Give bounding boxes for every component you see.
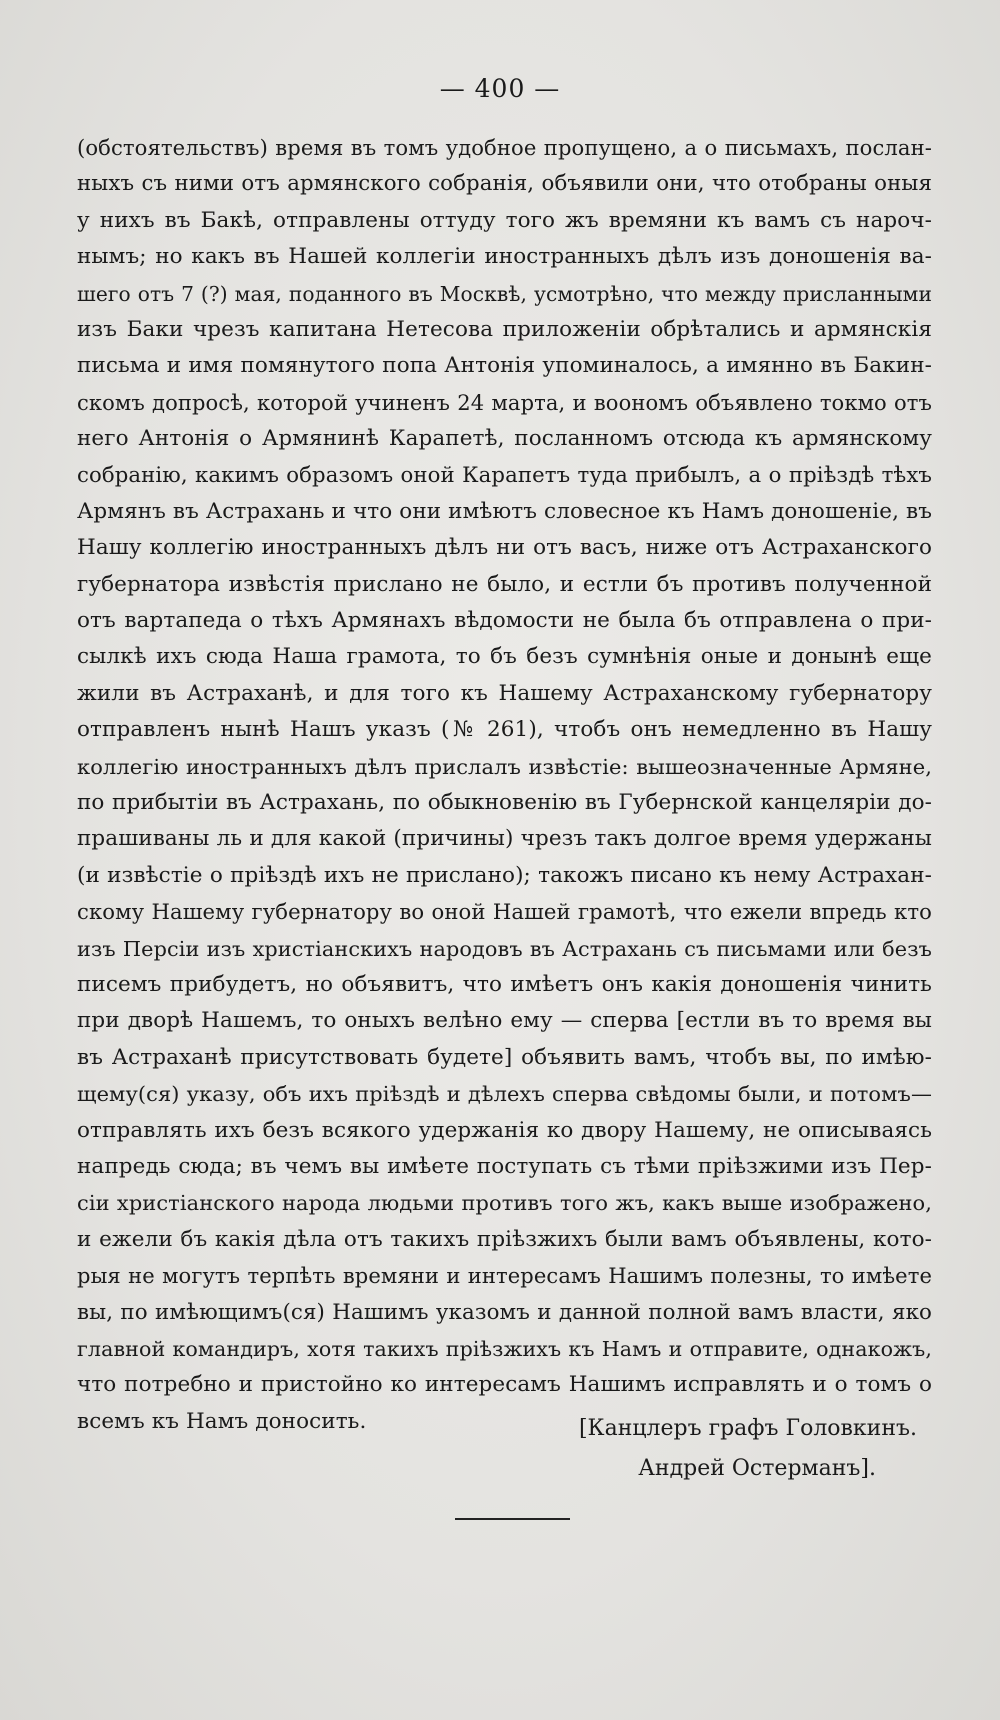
text-line: губернатора извѣстія прислано не было, и естли бъ противъ полученной	[77, 571, 932, 597]
text-line: отъ вартапеда о тѣхъ Армянахъ вѣдомости не была бъ отправлена о при-	[77, 608, 932, 634]
signature-chancellor: [Канцлеръ графъ Головкинъ.	[578, 1416, 917, 1441]
text-line: (и извѣстіе о пріѣздѣ ихъ не прислано); такожъ писано къ нему Астрахан-	[77, 862, 932, 888]
text-line: изъ Персіи изъ христіанскихъ народовъ въ Астрахань съ письмами или безъ	[77, 936, 932, 961]
text-line: коллегію иностранныхъ дѣлъ прислалъ извѣстіе: вышеозначенные Армяне,	[77, 754, 932, 779]
text-line: Нашу коллегію иностранныхъ дѣлъ ни отъ васъ, ниже отъ Астраханского	[77, 535, 932, 561]
text-line: въ Астраханѣ присутствовать будете] объявить вамъ, чтобъ вы, по имѣю-	[77, 1044, 932, 1070]
text-line: рыя не могутъ терпѣть времяни и интересамъ Нашимъ полезны, то имѣете	[77, 1263, 932, 1289]
text-line: скому Нашему губернатору во оной Нашей грамотѣ, что ежели впредь кто	[77, 899, 932, 925]
text-line: ныхъ съ ними отъ армянского собранія, объявили они, что отобраны оныя	[77, 171, 932, 197]
text-line: напредь сюда; въ чемъ вы имѣете поступать съ тѣми пріѣзжими изъ Пер-	[77, 1153, 932, 1179]
text-line: и ежели бъ какія дѣла отъ такихъ пріѣзжихъ были вамъ объявлены, кото-	[77, 1226, 932, 1252]
text-line: отправлять ихъ безъ всякого удержанія ко двору Нашему, не описываясь	[77, 1117, 932, 1143]
text-line: у нихъ въ Бакѣ, отправлены оттуду того жъ времяни къ вамъ съ нароч-	[77, 207, 932, 233]
text-line-final: всемъ къ Намъ доносить.	[77, 1408, 367, 1434]
text-line: прашиваны ль и для какой (причины) чрезъ такъ долгое время удержаны	[77, 826, 932, 852]
text-line: изъ Баки чрезъ капитана Нетесова приложеніи обрѣтались и армянскія	[77, 316, 932, 342]
text-line: писемъ прибудетъ, но объявитъ, что имѣетъ онъ какія доношенія чинить	[77, 971, 932, 997]
text-line: главной командиръ, хотя такихъ пріѣзжихъ къ Намъ и отправите, однакожъ,	[77, 1336, 932, 1361]
text-line: Армянъ въ Астрахань и что они имѣютъ словесное къ Намъ доношеніе, въ	[77, 498, 932, 524]
page-number: — 400 —	[439, 74, 561, 103]
text-line: что потребно и пристойно ко интересамъ Нашимъ исправлять и о томъ о	[77, 1372, 932, 1398]
signature-osterman: Андрей Остерманъ].	[638, 1456, 876, 1481]
text-line: щему(ся) указу, объ ихъ пріѣздѣ и дѣлехъ сперва свѣдомы были, и потомъ—	[77, 1082, 932, 1107]
text-line: жили въ Астраханѣ, и для того къ Нашему Астраханскому губернатору	[77, 680, 932, 706]
text-line: скомъ допросѣ, которой учиненъ 24 марта, и воономъ объявлено токмо отъ	[77, 389, 932, 415]
text-line: при дворѣ Нашемъ, то оныхъ велѣно ему — сперва [естли въ то время вы	[77, 1008, 932, 1034]
text-line: шего отъ 7 (?) мая, поданного въ Москвѣ, усмотрѣно, что между присланными	[77, 281, 932, 306]
text-line: него Антонія о Армянинѣ Карапетѣ, посланномъ отсюда къ армянскому	[77, 426, 932, 452]
text-line: (обстоятельствъ) время въ томъ удобное пропущено, а о письмахъ, послан-	[77, 135, 932, 160]
text-line: отправленъ нынѣ Нашъ указъ (№ 261), чтобъ онъ немедленно въ Нашу	[77, 717, 932, 743]
text-line: сылкѣ ихъ сюда Наша грамота, то бъ безъ сумнѣнія оные и донынѣ еще	[77, 644, 932, 670]
text-line: собранію, какимъ образомъ оной Карапетъ туда прибылъ, а о пріѣздѣ тѣхъ	[77, 462, 932, 488]
text-line: нымъ; но какъ въ Нашей коллегіи иностранныхъ дѣлъ изъ доношенія ва-	[77, 244, 932, 270]
text-line: вы, по имѣющимъ(ся) Нашимъ указомъ и данной полной вамъ власти, яко	[77, 1299, 932, 1325]
end-rule-divider	[455, 1518, 570, 1520]
text-line: по прибытіи въ Астрахань, по обыкновенію въ Губернской канцеляріи до-	[77, 790, 932, 816]
body-text	[77, 130, 932, 1440]
text-line: сіи христіанского народа людьми противъ того жъ, какъ выше изображено,	[77, 1191, 932, 1216]
text-line: письма и имя помянутого попа Антонія упоминалось, а имянно въ Бакин-	[77, 353, 932, 379]
